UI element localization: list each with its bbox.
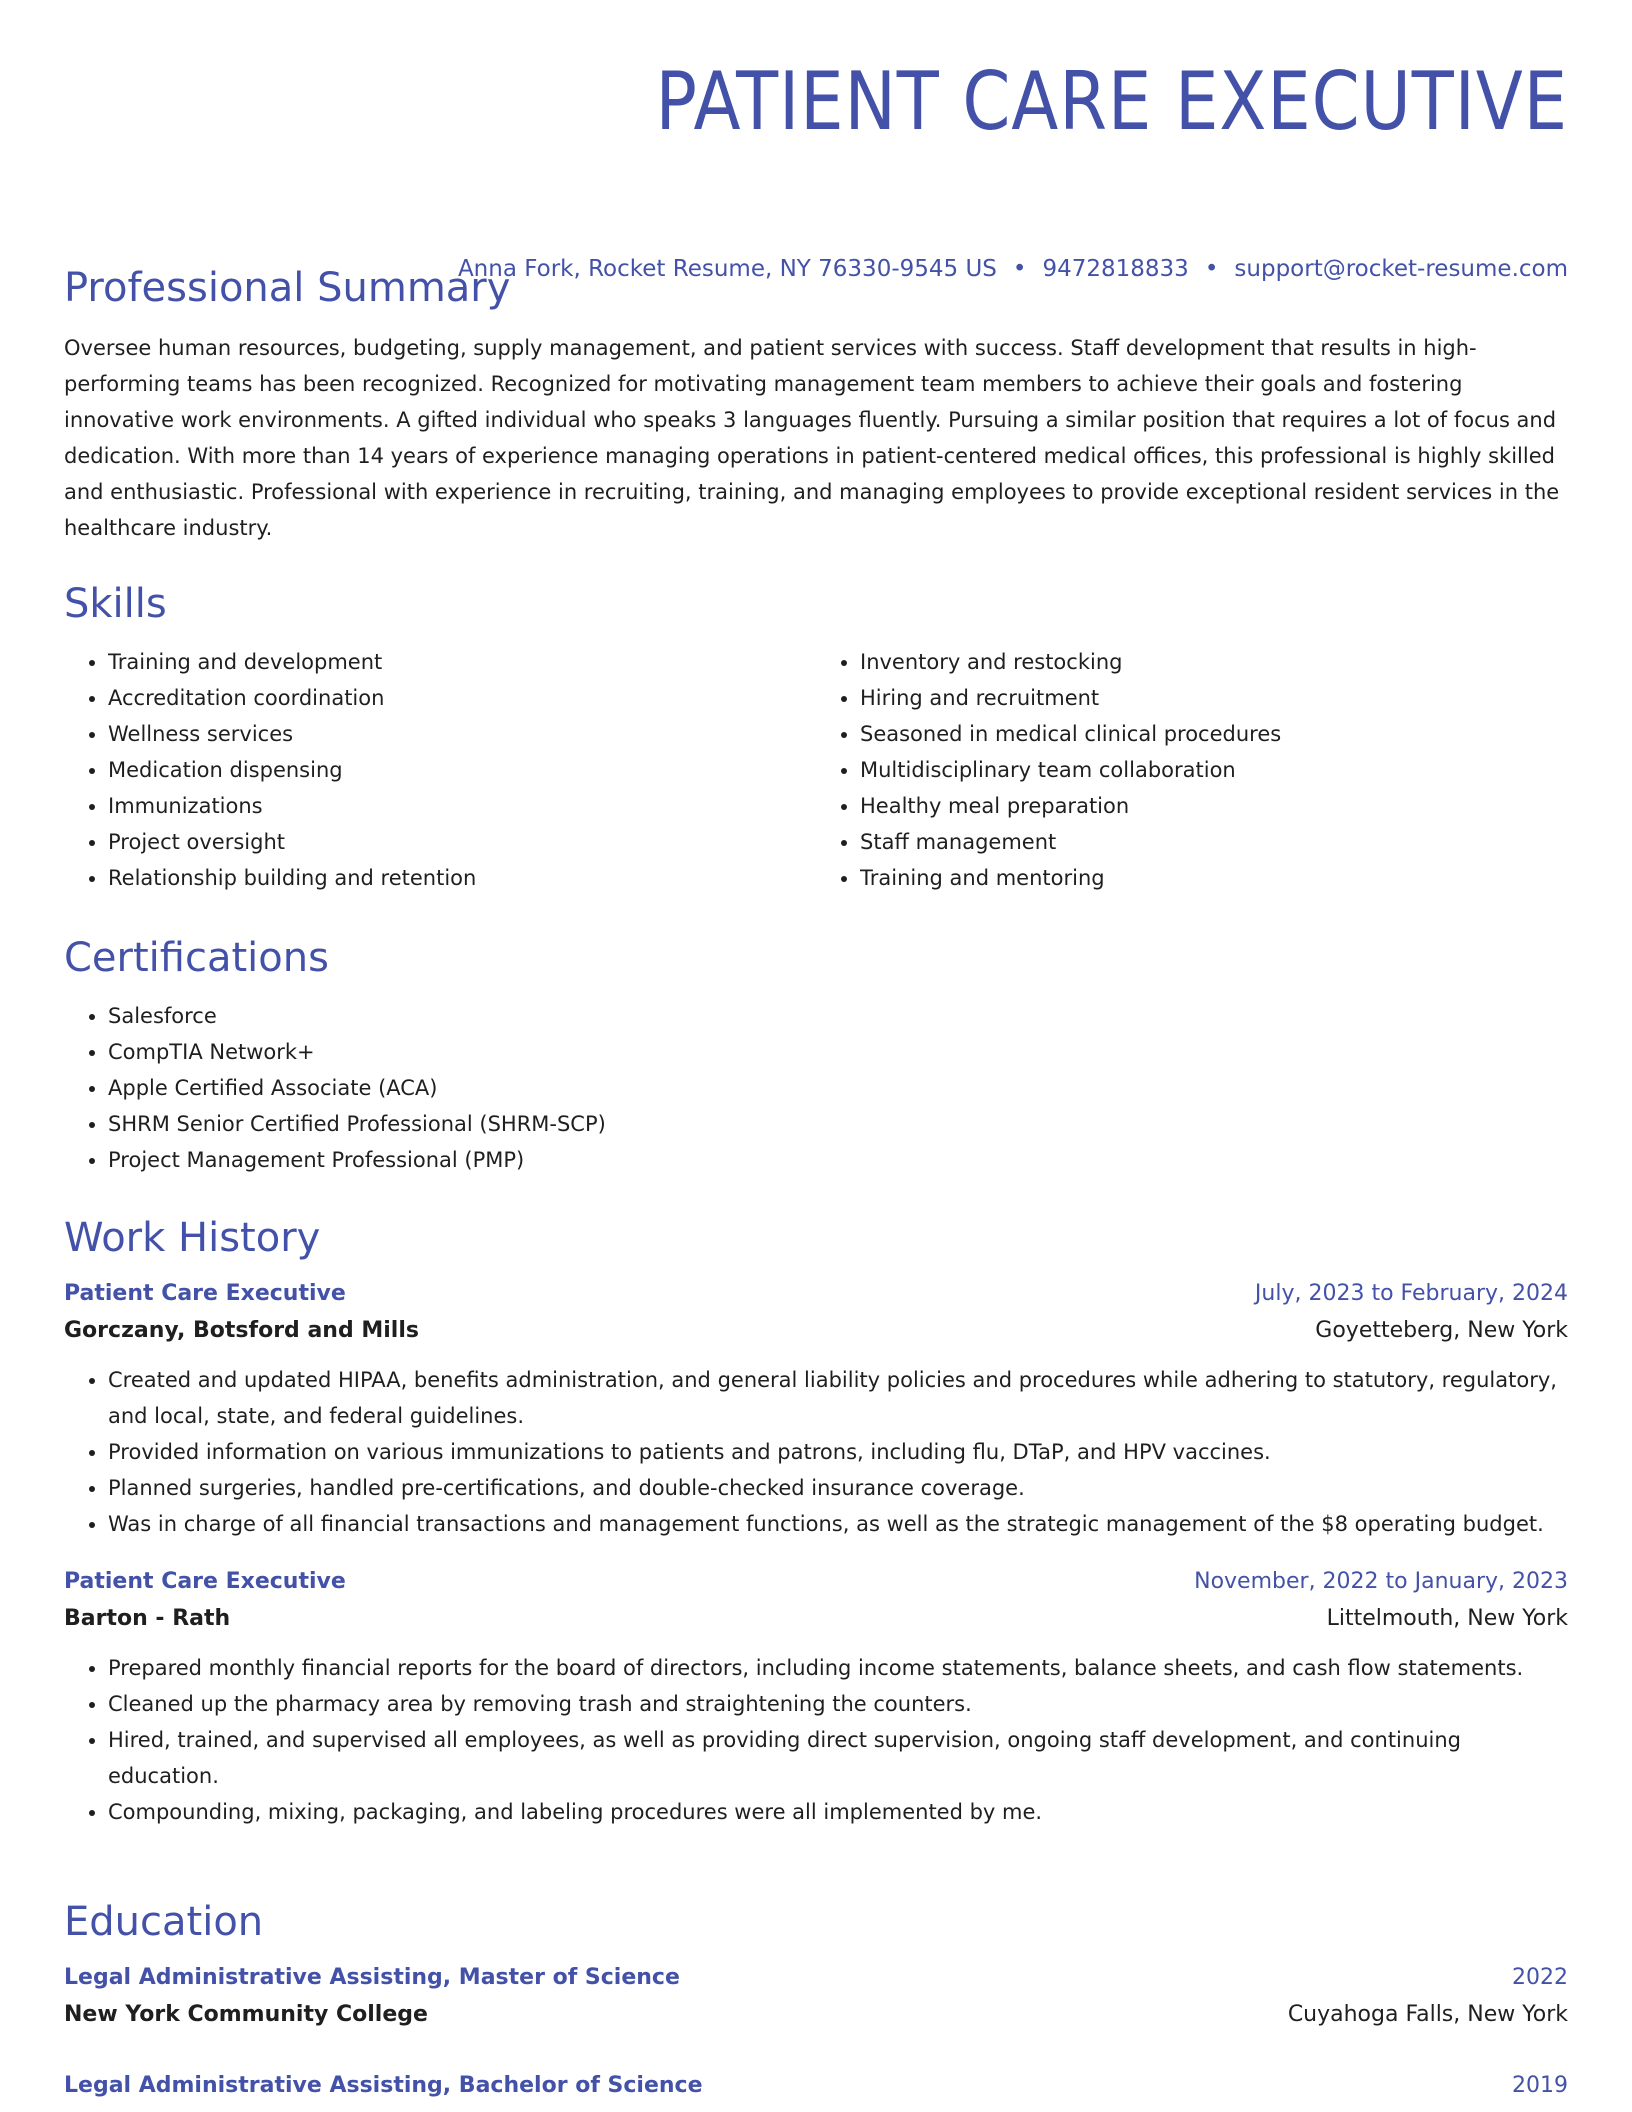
education-school: New York Community College [64,2002,428,2027]
skills-columns [64,644,1568,896]
skills-heading: Skills [64,581,167,627]
contact-address: Anna Fork, Rocket Resume, NY 76330-9545 US [457,256,997,282]
job-location: Goyetteberg, New York [1315,1318,1568,1343]
job-location: Littelmouth, New York [1326,1606,1568,1631]
education-degree: Legal Administrative Assisting, Bachelor of Science [64,2073,703,2098]
job-company: Gorczany, Botsford and Mills [64,1318,419,1343]
job-header [64,1564,1568,1600]
job-bullet: • Provided information on various immunizations to patients and patrons, including flu, DTaP, and HPV vaccines. [108,1434,1568,1470]
skill-item: • Training and mentoring [860,860,1568,896]
certifications-heading: Certifications [64,935,329,981]
job-bullet: • Planned surgeries, handled pre-certifications, and double-checked insurance coverage. [108,1470,1568,1506]
education-entry [64,2068,1568,2104]
education-location: Cuyahoga Falls, New York [1287,2002,1568,2027]
job-bullet: • Was in charge of all financial transactions and management functions, as well as the strategic management of the $8 operating budget. [108,1506,1568,1542]
job-bullets [64,1362,1568,1542]
job-dates: July, 2023 to February, 2024 [1254,1281,1568,1306]
certification-item: • Apple Certified Associate (ACA) [108,1070,1568,1106]
education-header [64,1960,1568,1996]
job-title: Patient Care Executive [64,1281,346,1306]
job-entry [64,1276,1568,1542]
certifications-section [64,932,1568,1178]
skill-item: • Hiring and recruitment [860,680,1568,716]
job-company: Barton - Rath [64,1606,231,1631]
skill-item: • Staff management [860,824,1568,860]
education-degree: Legal Administrative Assisting, Master of Science [64,1965,680,1990]
skills-list-left [64,644,816,896]
certification-item: • CompTIA Network+ [108,1034,1568,1070]
education-subheader [64,1996,1568,2034]
skill-item: • Medication dispensing [108,752,816,788]
skill-item: • Relationship building and retention [108,860,816,896]
certifications-list [64,998,1568,1178]
job-bullet: • Prepared monthly financial reports for the board of directors, including income statements, balance sheets, and cash flow statements. [108,1650,1568,1686]
education-heading: Education [64,1899,264,1945]
education-entry [64,1960,1568,2034]
job-bullet: • Created and updated HIPAA, benefits administration, and general liability policies and procedures while adhering to statutory, regulatory, and local, state, and federal guidelines. [108,1362,1568,1434]
skill-item: • Immunizations [108,788,816,824]
contact-separator: • [1204,256,1219,282]
job-bullets [64,1650,1568,1830]
education-section [64,1896,1568,2104]
skill-item: • Training and development [108,644,816,680]
job-bullet: • Compounding, mixing, packaging, and labeling procedures were all implemented by me. [108,1794,1568,1830]
certification-item: • Project Management Professional (PMP) [108,1142,1568,1178]
skill-item: • Seasoned in medical clinical procedures [860,716,1568,752]
job-subheader [64,1600,1568,1638]
skill-item: • Project oversight [108,824,816,860]
resume-name: PATIENT CARE EXECUTIVE [655,55,1568,148]
education-year: 2022 [1512,1965,1568,1990]
skill-item: • Accreditation coordination [108,680,816,716]
education-year: 2019 [1512,2073,1568,2098]
skills-section [64,578,1568,896]
skill-item: • Wellness services [108,716,816,752]
skill-item: • Inventory and restocking [860,644,1568,680]
summary-text: Oversee human resources, budgeting, supply management, and patient services with success. Staff development that results in high-performing teams has been recognized. Recognized for motivating management team members to achieve their goals and fostering innovative work environments. A gifted individual who speaks 3 languages fluently. Pursuing a similar position that requires a lot of focus and dedication. With more than 14 years of experience managing operations in patient-centered medical offices, this professional is highly skilled and enthusiastic. Professional with experience in recruiting, training, and managing employees to provide exceptional resident services in the healthcare industry. [64,336,1560,540]
summary-section [64,262,1568,546]
certification-item: • Salesforce [108,998,1568,1034]
skills-list-right [816,644,1568,896]
job-header [64,1276,1568,1312]
skill-item: • Multidisciplinary team collaboration [860,752,1568,788]
job-bullet: • Hired, trained, and supervised all employees, as well as providing direct supervision, ongoing staff development, and continuing education. [108,1722,1568,1794]
skill-item: • Healthy meal preparation [860,788,1568,824]
job-entry [64,1564,1568,1830]
job-bullet: • Cleaned up the pharmacy area by removing trash and straightening the counters. [108,1686,1568,1722]
education-header [64,2068,1568,2104]
contact-separator: • [1012,256,1027,282]
job-title: Patient Care Executive [64,1569,346,1594]
contact-email[interactable]: support@rocket-resume.com [1234,256,1568,282]
certification-item: • SHRM Senior Certified Professional (SHRM-SCP) [108,1106,1568,1142]
work-history-section [64,1212,1568,1830]
job-subheader [64,1312,1568,1350]
job-dates: November, 2022 to January, 2023 [1194,1569,1568,1594]
contact-phone[interactable]: 9472818833 [1042,256,1189,282]
work-history-heading: Work History [64,1215,321,1261]
summary-heading: Professional Summary [64,265,511,311]
